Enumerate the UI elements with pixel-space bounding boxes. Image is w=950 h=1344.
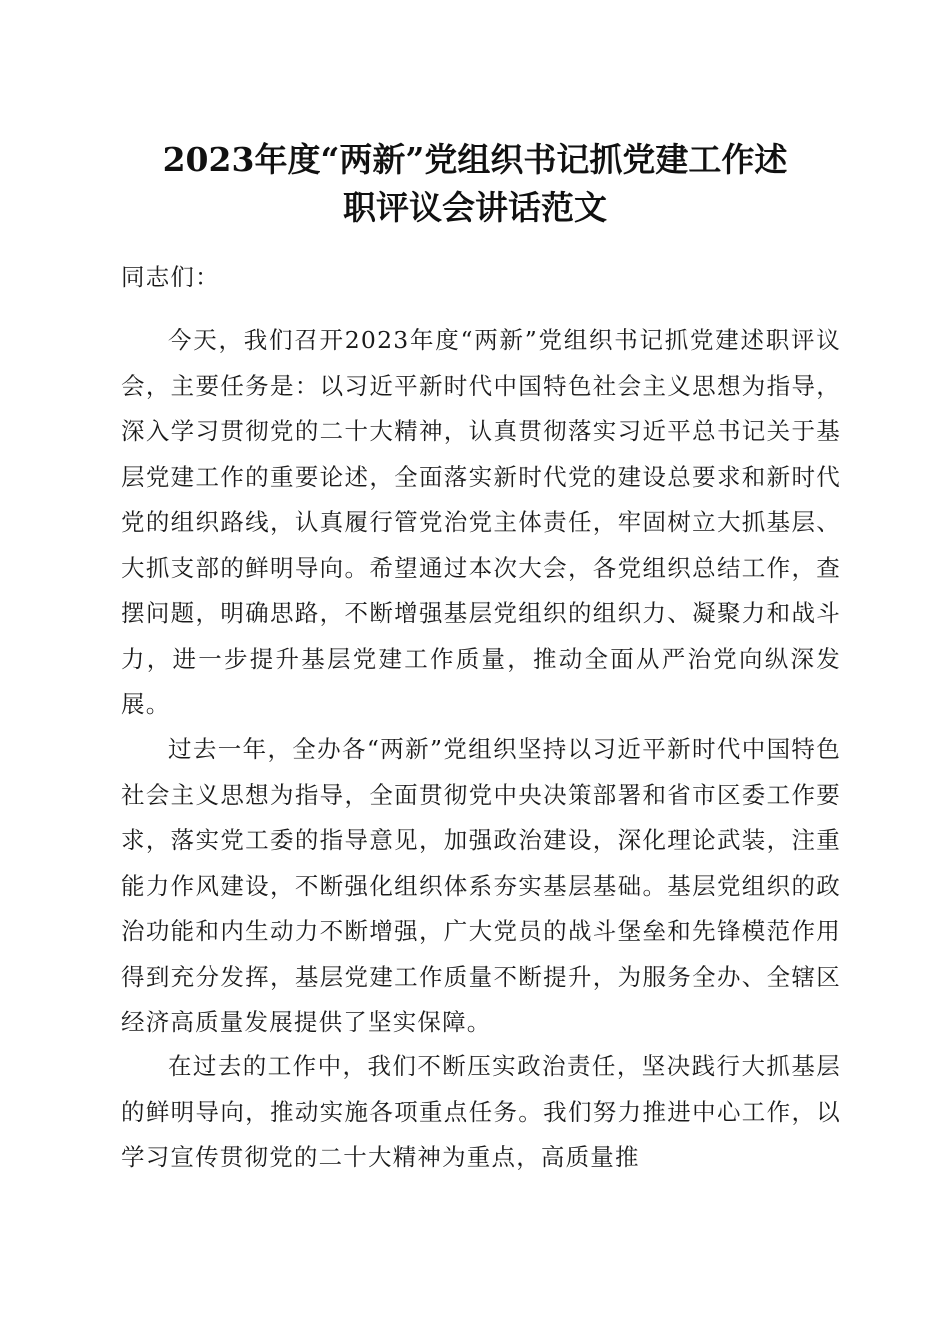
document-title-line-1: 2023年度“两新”党组织书记抓党建工作述 [162, 140, 788, 179]
paragraph-block-3 [121, 1044, 841, 1181]
paragraph-block-2 [121, 727, 841, 1046]
paragraph-3: 在过去的工作中，我们不断压实政治责任，坚决践行大抓基层的鲜明导向，推动实施各项重点任务。我们努力推进中心工作，以学习宣传贯彻党的二十大精神为重点，高质量推 [121, 1052, 841, 1171]
paragraph-2: 过去一年，全办各“两新”党组织坚持以习近平新时代中国特色社会主义思想为指导，全面贯彻党中央决策部署和省市区委工作要求，落实党工委的指导意见，加强政治建设，深化理论武装，注重能力作风建设，不断强化组织体系夯实基层基础。基层党组织的政治功能和内生动力不断增强，广大党员的战斗堡垒和先锋模范作用得到充分发挥，基层党建工作质量不断提升，为服务全办、全辖区经济高质量发展提供了坚实保障。 [121, 735, 841, 1036]
paragraph-block-1 [121, 318, 841, 728]
paragraph-1: 今天，我们召开2023年度“两新”党组织书记抓党建述职评议会，主要任务是：以习近平新时代中国特色社会主义思想为指导，深入学习贯彻党的二十大精神，认真贯彻落实习近平总书记关于基层党建工作的重要论述，全面落实新时代党的建设总要求和新时代党的组织路线，认真履行管党治党主体责任，牢固树立大抓基层、大抓支部的鲜明导向。希望通过本次大会，各党组织总结工作，查摆问题，明确思路，不断增强基层党组织的组织力、凝聚力和战斗力，进一步提升基层党建工作质量，推动全面从严治党向纵深发展。 [121, 326, 841, 718]
salutation: 同志们： [121, 263, 220, 291]
document-title-line-2: 职评议会讲话范文 [343, 188, 607, 227]
